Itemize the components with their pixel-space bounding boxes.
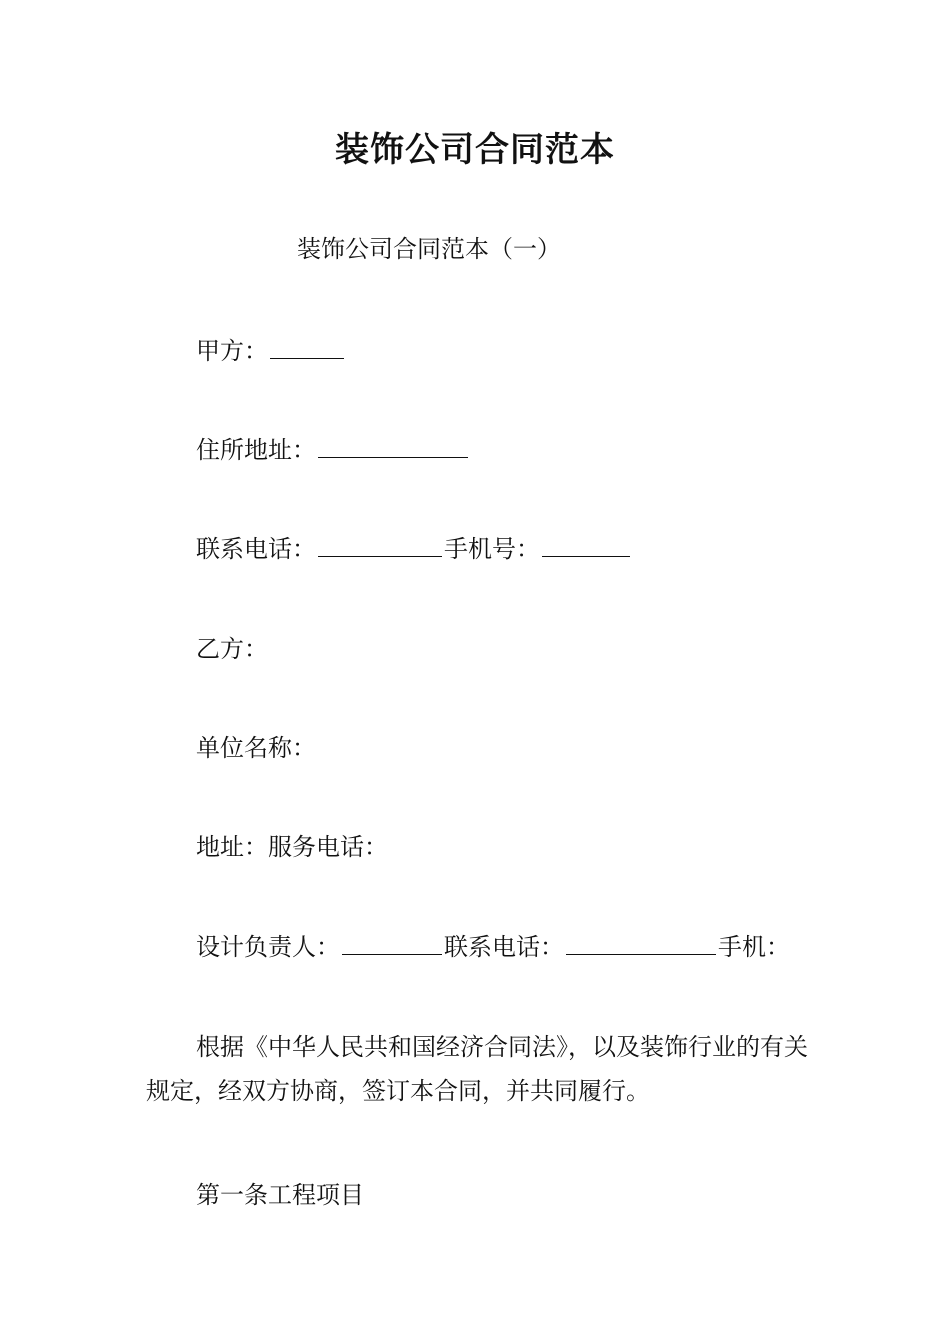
document-title: 装饰公司合同范本 (335, 130, 615, 170)
address-blank (318, 435, 468, 458)
designer-phone-label: 联系电话： (444, 933, 564, 961)
designer-blank (342, 932, 442, 955)
document-subtitle: 装饰公司合同范本（一） (297, 235, 561, 263)
designer-line (196, 930, 790, 964)
party-b-label: 乙方： (196, 635, 268, 663)
mobile-label: 手机号： (444, 535, 540, 563)
phone-label: 联系电话： (196, 535, 316, 563)
address-label: 住所地址： (196, 436, 316, 464)
mobile-blank (542, 534, 630, 557)
designer-label: 设计负责人： (196, 933, 340, 961)
party-a-label: 甲方： (196, 337, 268, 365)
address-service-line (196, 830, 388, 864)
address-service-label: 地址：服务电话： (196, 833, 388, 861)
designer-phone-blank (566, 932, 716, 955)
party-b-line (196, 632, 268, 666)
address-line (196, 433, 470, 467)
unit-name-label: 单位名称： (196, 734, 316, 762)
party-a-line (196, 334, 346, 368)
intro-paragraph: 根据《中华人民共和国经济合同法》，以及装饰行业的有关规定，经双方协商，签订本合同，并共同履行。 (146, 1033, 808, 1105)
party-a-blank (270, 336, 344, 359)
article-1-heading: 第一条工程项目 (196, 1181, 364, 1209)
contact-line (196, 532, 632, 566)
designer-mobile-label: 手机： (718, 933, 790, 961)
unit-name-line (196, 731, 316, 765)
phone-blank (318, 534, 442, 557)
